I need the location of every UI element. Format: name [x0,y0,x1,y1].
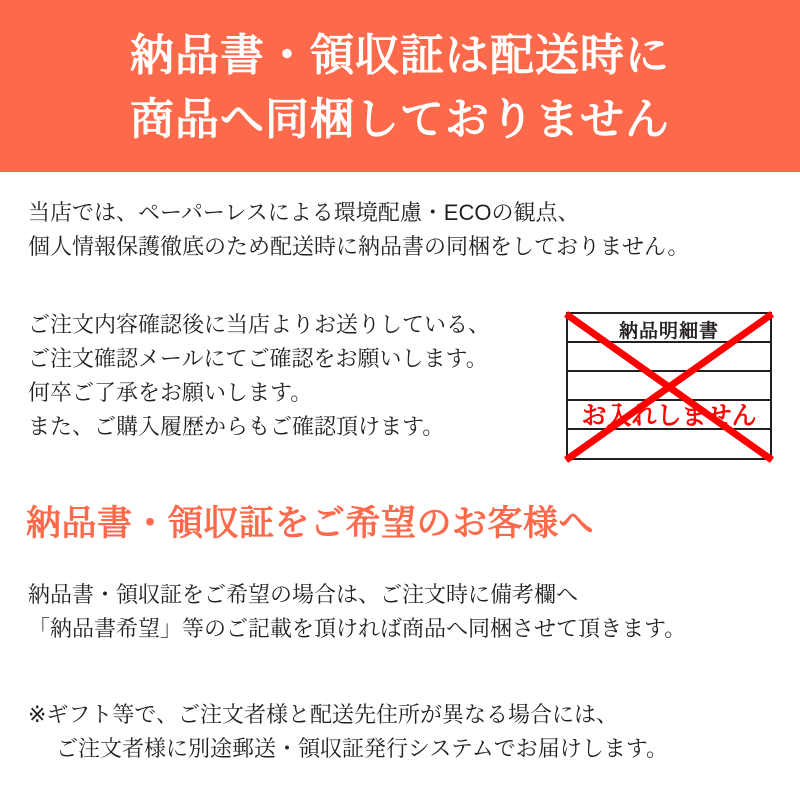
intro-paragraph [28,196,772,264]
request-line-2: 「納品書希望」等のご記載を頂ければ商品へ同梱させて頂きます。 [28,616,687,642]
details-line-3: 何卒ご了承をお願いします。 [28,380,313,406]
details-line-4: また、ご購入履歴からもご確認頂けます。 [28,414,445,440]
intro-line-1: 当店では、ペーパーレスによる環境配慮・ECOの観点、 [28,200,580,225]
details-paragraph [28,308,548,444]
slip-note: お入れしません [581,402,757,430]
cross-out-icon [560,308,778,466]
gift-note-line-1: ※ギフト等で、ご注文者様と配送先住所が異なる場合には、 [28,702,618,727]
banner-line-2: 商品へ同梱しておりません [130,95,670,144]
details-line-1: ご注文内容確認後に当店よりお送りしている、 [28,312,491,337]
details-line-2: ご注文確認メールにてご確認をお願いします。 [28,346,488,372]
banner-line-1: 納品書・領収証は配送時に [130,31,670,81]
request-line-1: 納品書・領収証をご希望の場合は、ご注文時に備考欄へ [28,582,579,607]
gift-note-paragraph [28,698,772,766]
request-paragraph [28,578,772,646]
slip-title: 納品明細書 [618,321,719,342]
header-banner [0,0,800,172]
request-section-heading: 納品書・領収証をご希望のお客様へ [26,504,595,543]
intro-line-2: 個人情報保護徹底のため配送時に納品書の同梱をしておりません。 [28,234,690,260]
gift-note-line-2: ご注文者様に別途郵送・領収証発行システムでお届けします。 [56,736,669,762]
slip-illustration [566,312,772,460]
